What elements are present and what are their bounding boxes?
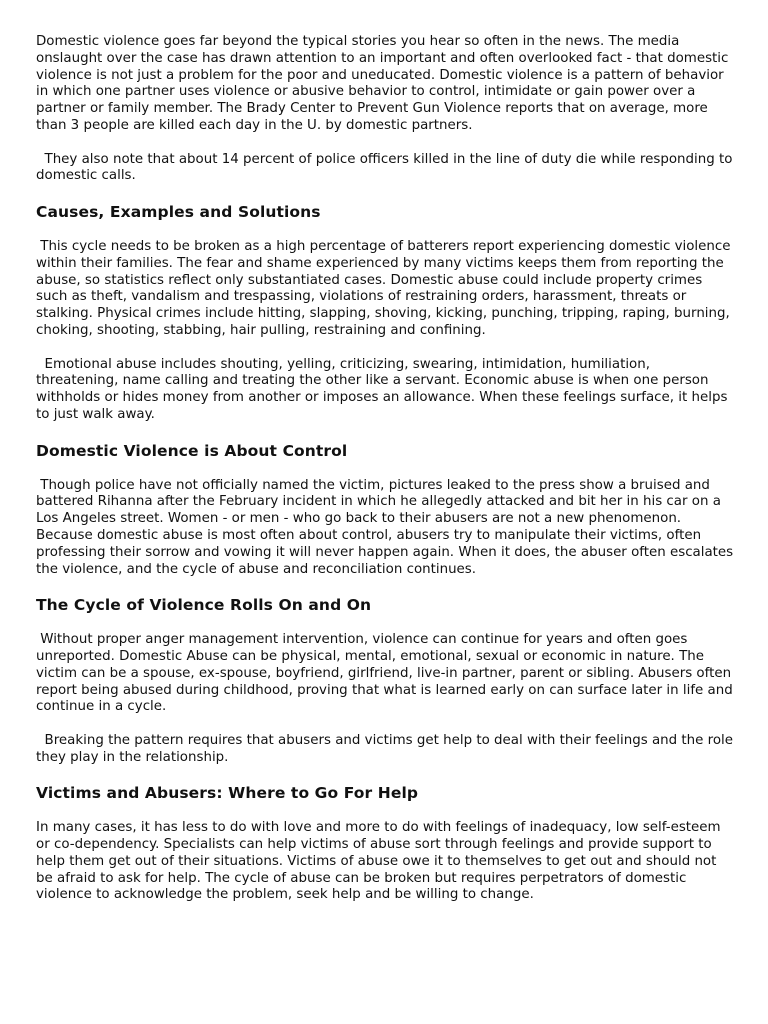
section-paragraph: Emotional abuse includes shouting, yelling, criticizing, swearing, intimidation, humiliation, threatening, name calling and treating the other like a servant. Economic abuse is when one person withholds or hides money from another or imposes an allowance. When these feelings surface, it helps to just walk away. xyxy=(36,356,732,422)
section-heading: Victims and Abusers: Where to Go For Help xyxy=(36,784,419,803)
section-paragraph: In many cases, it has less to do with love and more to do with feelings of inadequacy, low self-esteem or co-dependency. Specialists can help victims of abuse sort through feelings and provide support to help them get out of their situations. Victims of abuse owe it to themselves to get out and should not be afraid to ask for help. The cycle of abuse can be broken but requires perpetrators of domestic violence to acknowledge the problem, seek help and be willing to change. xyxy=(36,820,725,903)
intro-section xyxy=(36,34,736,185)
section-paragraph: Without proper anger management intervention, violence can continue for years and often goes unreported. Domestic Abuse can be physical, mental, emotional, sexual or economic in nature. The victim can be a spouse, ex-spouse, boyfriend, girlfriend, live-in partner, parent or sibling. Abusers often report being abused during childhood, proving that what is learned early on can surface later in life and continue in a cycle. xyxy=(36,632,738,715)
intro-paragraph: They also note that about 14 percent of police officers killed in the line of duty die while responding to domestic calls. xyxy=(36,151,737,184)
section-heading: Causes, Examples and Solutions xyxy=(36,202,321,221)
help-section xyxy=(36,783,736,904)
section-heading: Domestic Violence is About Control xyxy=(36,441,348,460)
section-paragraph: Breaking the pattern requires that abusers and victims get help to deal with their feelings and the role they play in the relationship. xyxy=(36,732,738,765)
document-page xyxy=(36,34,736,921)
cycle-section xyxy=(36,595,736,766)
section-paragraph: Though police have not officially named the victim, pictures leaked to the press show a bruised and battered Rihanna after the February incident in which he allegedly attacked and bit her in his car on a Los Angeles street. Women - or men - who go back to their abusers are not a new phenomenon. Because domestic abuse is most often about control, abusers try to manipulate their victims, often professing their sorrow and vowing it will never happen again. When it does, the abuser often escalates the violence, and the cycle of abuse and reconciliation continues. xyxy=(36,477,738,577)
causes-section xyxy=(36,202,736,424)
intro-paragraph: Domestic violence goes far beyond the typical stories you hear so often in the news. The media onslaught over the case has drawn attention to an important and often overlooked fact - that domestic violence is not just a problem for the poor and uneducated. Domestic violence is a pattern of behavior in which one partner uses violence or abusive behavior to control, intimidate or gain power over a partner or family member. The Brady Center to Prevent Gun Violence reports that on average, more than 3 people are killed each day in the U. by domestic partners. xyxy=(36,34,733,133)
control-section xyxy=(36,441,736,579)
section-paragraph: This cycle needs to be broken as a high percentage of batterers report experiencing domestic violence within their families. The fear and shame experienced by many victims keeps them from reporting the abuse, so statistics reflect only substantiated cases. Domestic abuse could include property crimes such as theft, vandalism and trespassing, violations of restraining orders, harassment, threats or stalking. Physical crimes include hitting, slapping, shoving, kicking, punching, tripping, raping, burning, choking, shooting, stabbing, hair pulling, restraining and confining. xyxy=(36,238,735,338)
section-heading: The Cycle of Violence Rolls On and On xyxy=(36,596,372,615)
